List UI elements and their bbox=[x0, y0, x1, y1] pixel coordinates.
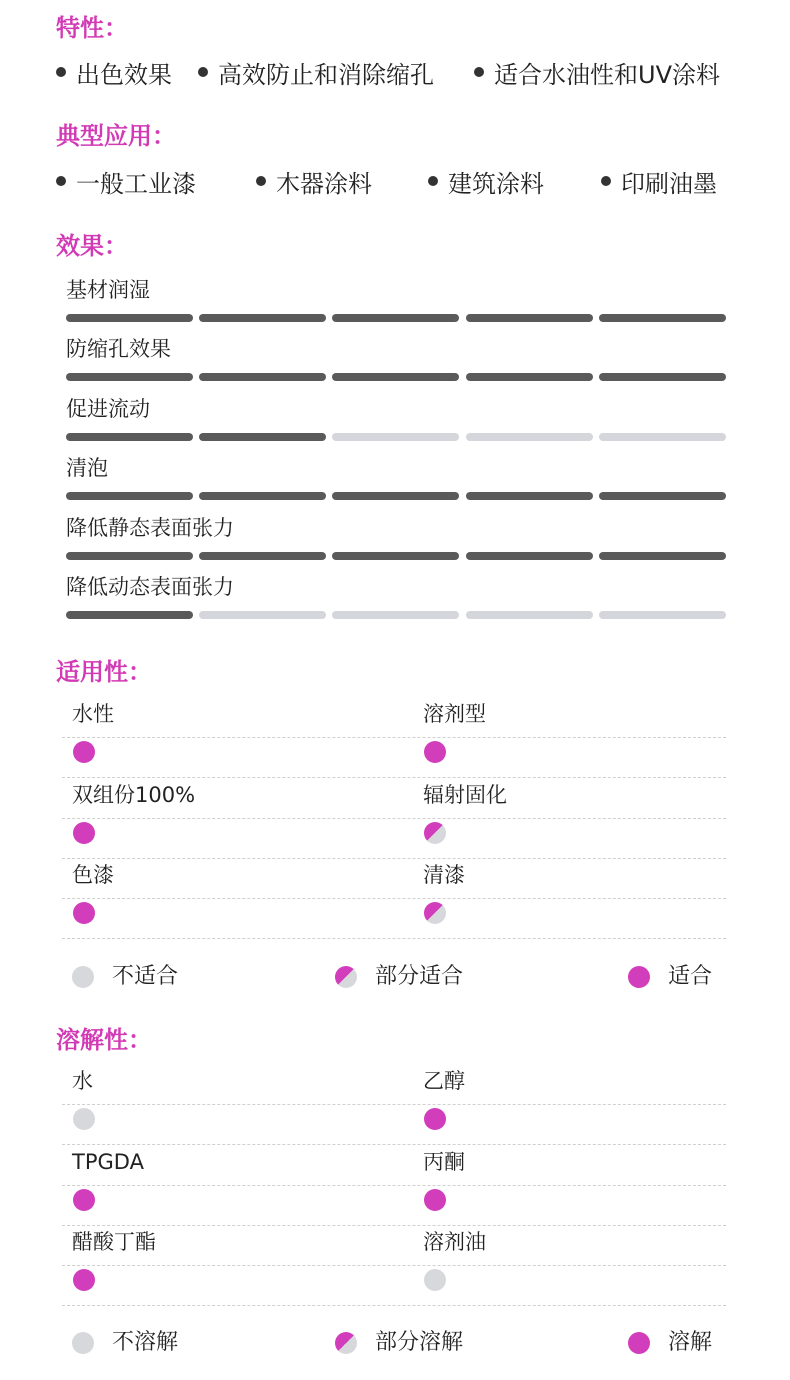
effect-rating-bar bbox=[66, 492, 726, 500]
row-divider bbox=[62, 1144, 726, 1145]
row-divider bbox=[62, 1104, 726, 1105]
bullet-dot-icon bbox=[428, 176, 438, 186]
rating-segment bbox=[466, 433, 593, 441]
bullet-dot-icon bbox=[56, 176, 66, 186]
rating-segment bbox=[466, 492, 593, 500]
legend-half-icon bbox=[335, 966, 357, 988]
rating-segment bbox=[199, 314, 326, 322]
feature-label: 高效防止和消除缩孔 bbox=[218, 60, 434, 89]
rating-segment bbox=[66, 373, 193, 381]
feature-item bbox=[198, 54, 434, 90]
bullet-dot-icon bbox=[56, 67, 66, 77]
rating-segment bbox=[332, 314, 459, 322]
solubility-item-label: 丙酮 bbox=[423, 1149, 465, 1174]
legend-none-label: 不适合 bbox=[112, 964, 179, 989]
legend-half-label: 部分适合 bbox=[375, 964, 464, 989]
feature-label: 适合水油性和UV涂料 bbox=[494, 60, 720, 89]
legend-half-label: 部分溶解 bbox=[375, 1330, 464, 1355]
suitability-item-label: 色漆 bbox=[72, 863, 114, 887]
row-divider bbox=[62, 1305, 726, 1306]
effect-rating-bar bbox=[66, 314, 726, 322]
legend-full-label: 适合 bbox=[668, 964, 713, 989]
bullet-dot-icon bbox=[198, 67, 208, 77]
rating-segment bbox=[466, 552, 593, 560]
rating-segment bbox=[199, 492, 326, 500]
legend-none-label: 不溶解 bbox=[112, 1330, 179, 1355]
suitability-item-label: 水性 bbox=[72, 702, 114, 726]
row-divider bbox=[62, 777, 726, 778]
row-divider bbox=[62, 1265, 726, 1266]
rating-segment bbox=[332, 373, 459, 381]
status-full-icon bbox=[424, 1189, 446, 1211]
legend-none-icon bbox=[72, 1332, 94, 1354]
features-list bbox=[0, 54, 790, 90]
application-label: 建筑涂料 bbox=[448, 169, 544, 198]
effect-rating-bar bbox=[66, 373, 726, 381]
status-full-icon bbox=[424, 1108, 446, 1130]
rating-segment bbox=[66, 552, 193, 560]
effect-rating-bar bbox=[66, 611, 726, 619]
application-label: 木器涂料 bbox=[276, 169, 372, 198]
effect-rating-bar bbox=[66, 552, 726, 560]
application-item bbox=[428, 163, 544, 199]
effect-label: 基材润湿 bbox=[66, 278, 150, 302]
application-item bbox=[256, 163, 372, 199]
rating-segment bbox=[199, 611, 326, 619]
application-item bbox=[56, 163, 196, 199]
rating-segment bbox=[599, 611, 726, 619]
applications-list bbox=[0, 163, 790, 199]
suitability-item-label: 双组份100% bbox=[72, 782, 196, 807]
effect-label: 清泡 bbox=[66, 456, 108, 481]
status-full-icon bbox=[73, 1189, 95, 1211]
feature-item bbox=[56, 54, 172, 90]
application-label: 印刷油墨 bbox=[621, 169, 717, 198]
effect-rating-bar bbox=[66, 433, 726, 441]
status-full-icon bbox=[73, 822, 95, 844]
suitability-item-label: 清漆 bbox=[423, 863, 465, 887]
solubility-item-label: 溶剂油 bbox=[423, 1230, 486, 1254]
rating-segment bbox=[66, 314, 193, 322]
rating-segment bbox=[332, 492, 459, 500]
status-full-icon bbox=[73, 902, 95, 924]
rating-segment bbox=[599, 314, 726, 322]
status-full-icon bbox=[73, 741, 95, 763]
suitability-item-label: 辐射固化 bbox=[423, 782, 507, 807]
rating-segment bbox=[66, 433, 193, 441]
bullet-dot-icon bbox=[256, 176, 266, 186]
rating-segment bbox=[466, 611, 593, 619]
rating-segment bbox=[66, 492, 193, 500]
rating-segment bbox=[599, 552, 726, 560]
bullet-dot-icon bbox=[601, 176, 611, 186]
effect-label: 防缩孔效果 bbox=[66, 337, 171, 362]
rating-segment bbox=[199, 433, 326, 441]
applications-title: 典型应用： bbox=[56, 122, 176, 150]
row-divider bbox=[62, 1225, 726, 1226]
effect-label: 降低动态表面张力 bbox=[66, 575, 234, 599]
features-title: 特性： bbox=[56, 14, 128, 42]
status-none-icon bbox=[73, 1108, 95, 1130]
suitability-title: 适用性： bbox=[56, 658, 152, 686]
row-divider bbox=[62, 858, 726, 859]
solubility-item-label: TPGDA bbox=[72, 1149, 144, 1174]
legend-none-icon bbox=[72, 966, 94, 988]
legend-full-icon bbox=[628, 1332, 650, 1354]
rating-segment bbox=[466, 314, 593, 322]
row-divider bbox=[62, 737, 726, 738]
rating-segment bbox=[332, 433, 459, 441]
solubility-item-label: 醋酸丁酯 bbox=[72, 1230, 156, 1254]
effects-title: 效果： bbox=[56, 232, 128, 260]
rating-segment bbox=[599, 433, 726, 441]
status-half-icon bbox=[424, 822, 446, 844]
solubility-item-label: 水 bbox=[72, 1069, 93, 1093]
rating-segment bbox=[599, 492, 726, 500]
rating-segment bbox=[332, 552, 459, 560]
legend-half-icon bbox=[335, 1332, 357, 1354]
legend-full-icon bbox=[628, 966, 650, 988]
feature-label: 出色效果 bbox=[76, 60, 172, 89]
row-divider bbox=[62, 898, 726, 899]
rating-segment bbox=[199, 373, 326, 381]
suitability-item-label: 溶剂型 bbox=[423, 702, 486, 726]
status-none-icon bbox=[424, 1269, 446, 1291]
effect-label: 降低静态表面张力 bbox=[66, 515, 234, 540]
legend-full-label: 溶解 bbox=[668, 1330, 713, 1355]
rating-segment bbox=[466, 373, 593, 381]
row-divider bbox=[62, 1185, 726, 1186]
rating-segment bbox=[332, 611, 459, 619]
status-half-icon bbox=[424, 902, 446, 924]
solubility-item-label: 乙醇 bbox=[423, 1069, 465, 1093]
rating-segment bbox=[599, 373, 726, 381]
rating-segment bbox=[66, 611, 193, 619]
bullet-dot-icon bbox=[474, 67, 484, 77]
effect-label: 促进流动 bbox=[66, 396, 150, 421]
rating-segment bbox=[199, 552, 326, 560]
status-full-icon bbox=[424, 741, 446, 763]
feature-item bbox=[474, 54, 720, 90]
row-divider bbox=[62, 818, 726, 819]
application-label: 一般工业漆 bbox=[76, 169, 196, 198]
application-item bbox=[601, 163, 717, 199]
solubility-title: 溶解性： bbox=[56, 1026, 152, 1054]
row-divider bbox=[62, 938, 726, 939]
status-full-icon bbox=[73, 1269, 95, 1291]
